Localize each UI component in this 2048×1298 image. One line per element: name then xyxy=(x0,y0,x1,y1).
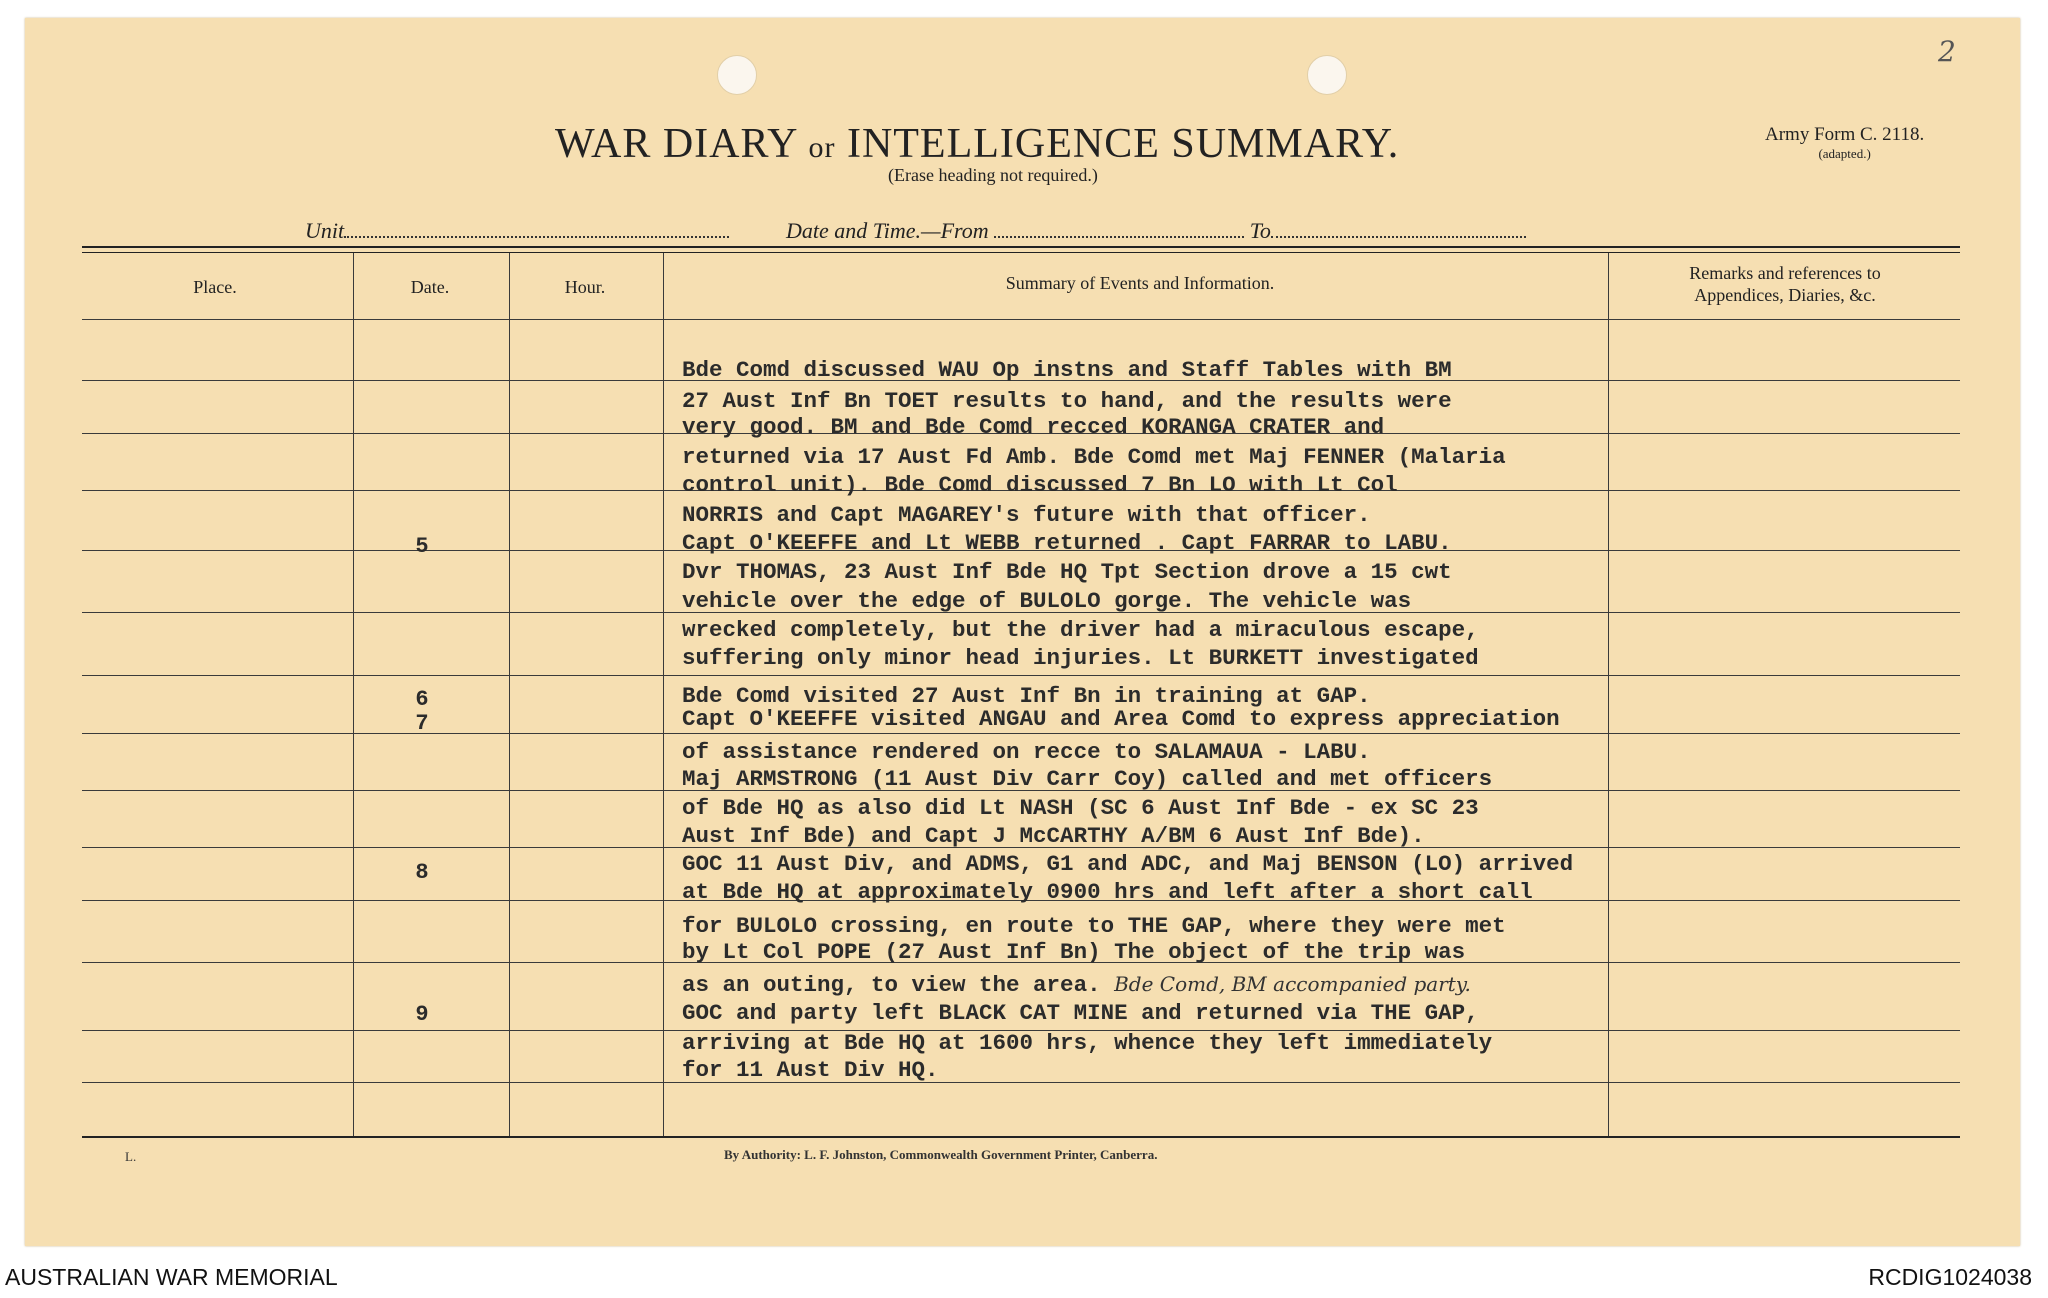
date-cell: 5 xyxy=(415,534,429,559)
date-time-field: Date and Time.—From To xyxy=(786,218,1526,244)
column-divider xyxy=(353,253,354,1136)
entry-line: for BULOLO crossing, en route to THE GAP, where they were met xyxy=(682,913,1506,939)
punch-hole xyxy=(717,55,757,95)
table-top-rule xyxy=(82,252,1960,253)
unit-field: Unit xyxy=(305,218,729,244)
table-bottom-rule xyxy=(82,1136,1960,1138)
entry-line: for 11 Aust Div HQ. xyxy=(682,1057,939,1083)
entry-line: wrecked completely, but the driver had a miraculous escape, xyxy=(682,617,1479,643)
column-divider xyxy=(1608,253,1609,1136)
archive-caption: AUSTRALIAN WAR MEMORIAL xyxy=(5,1264,338,1290)
entry-line: GOC 11 Aust Div, and ADMS, G1 and ADC, and Maj BENSON (LO) arrived xyxy=(682,851,1574,877)
date-cell: 8 xyxy=(415,860,429,885)
row-rule xyxy=(82,675,1960,676)
entry-line: GOC and party left BLACK CAT MINE and returned via THE GAP, xyxy=(682,1000,1479,1026)
entry-line: Dvr THOMAS, 23 Aust Inf Bde HQ Tpt Section drove a 15 cwt xyxy=(682,559,1452,585)
column-divider xyxy=(663,253,664,1136)
row-rule xyxy=(82,319,1960,320)
entry-line: Aust Inf Bde) and Capt J McCARTHY A/BM 6 Aust Inf Bde). xyxy=(682,823,1425,849)
page-title: WAR DIARY or INTELLIGENCE SUMMARY. xyxy=(555,121,1400,167)
column-header-place: Place. xyxy=(193,277,237,297)
page-number: 2 xyxy=(1938,35,1956,68)
entry-line: Maj ARMSTRONG (11 Aust Div Carr Coy) called and met officers xyxy=(682,766,1493,792)
entry-line: by Lt Col POPE (27 Aust Inf Bn) The object of the trip was xyxy=(682,939,1466,965)
column-divider xyxy=(509,253,510,1136)
table-top-rule xyxy=(82,246,1960,248)
entry-line: Bde Comd visited 27 Aust Inf Bn in training at GAP. xyxy=(682,683,1371,709)
entry-line: NORRIS and Capt MAGAREY's future with that officer. xyxy=(682,502,1371,528)
entry-line: 27 Aust Inf Bn TOET results to hand, and the results were xyxy=(682,388,1452,414)
date-cell: 6 xyxy=(415,687,429,712)
entry-line: control unit). Bde Comd discussed 7 Bn LO with Lt Col xyxy=(682,472,1398,498)
entry-line: Capt O'KEEFFE visited ANGAU and Area Comd to express appreciation xyxy=(682,706,1560,732)
page-subtitle: (Erase heading not required.) xyxy=(888,165,1098,185)
entry-line: Bde Comd discussed WAU Op instns and Staff Tables with BM xyxy=(682,357,1452,383)
entry-line: arriving at Bde HQ at 1600 hrs, whence they left immediately xyxy=(682,1030,1493,1056)
column-header-date: Date. xyxy=(410,277,450,297)
entry-line: Capt O'KEEFFE and Lt WEBB returned . Capt FARRAR to LABU. xyxy=(682,530,1452,556)
entry-line: of Bde HQ as also did Lt NASH (SC 6 Aust Inf Bde - ex SC 23 xyxy=(682,795,1479,821)
entry-line: as an outing, to view the area. Bde Comd, BM accompanied party. xyxy=(682,972,1471,998)
entry-line: very good. BM and Bde Comd recced KORANGA CRATER and xyxy=(682,414,1385,440)
column-header-hour: Hour. xyxy=(564,277,606,297)
handwritten-annotation: Bde Comd, BM accompanied party. xyxy=(1114,972,1471,996)
entry-line: of assistance rendered on recce to SALAMAUA - LABU. xyxy=(682,739,1371,765)
date-cell: 7 xyxy=(415,711,429,736)
entry-line: vehicle over the edge of BULOLO gorge. The vehicle was xyxy=(682,588,1412,614)
archive-reference: RCDIG1024038 xyxy=(1868,1264,2032,1290)
column-header-remarks: Remarks and references to Appendices, Diaries, &c. xyxy=(1689,263,1881,305)
row-rule xyxy=(82,1082,1960,1083)
footer-mark: L. xyxy=(125,1149,137,1164)
date-cell: 9 xyxy=(415,1002,429,1027)
printer-credit: By Authority: L. F. Johnston, Commonwealth Government Printer, Canberra. xyxy=(724,1147,1158,1162)
entry-line: at Bde HQ at approximately 0900 hrs and left after a short call xyxy=(682,879,1533,905)
form-number: Army Form C. 2118. (adapted.) xyxy=(1765,124,1925,161)
column-header-summary: Summary of Events and Information. xyxy=(1005,273,1275,293)
entry-line: returned via 17 Aust Fd Amb. Bde Comd met Maj FENNER (Malaria xyxy=(682,444,1506,470)
row-rule xyxy=(82,733,1960,734)
punch-hole xyxy=(1307,55,1347,95)
entry-line: suffering only minor head injuries. Lt BURKETT investigated xyxy=(682,645,1479,671)
